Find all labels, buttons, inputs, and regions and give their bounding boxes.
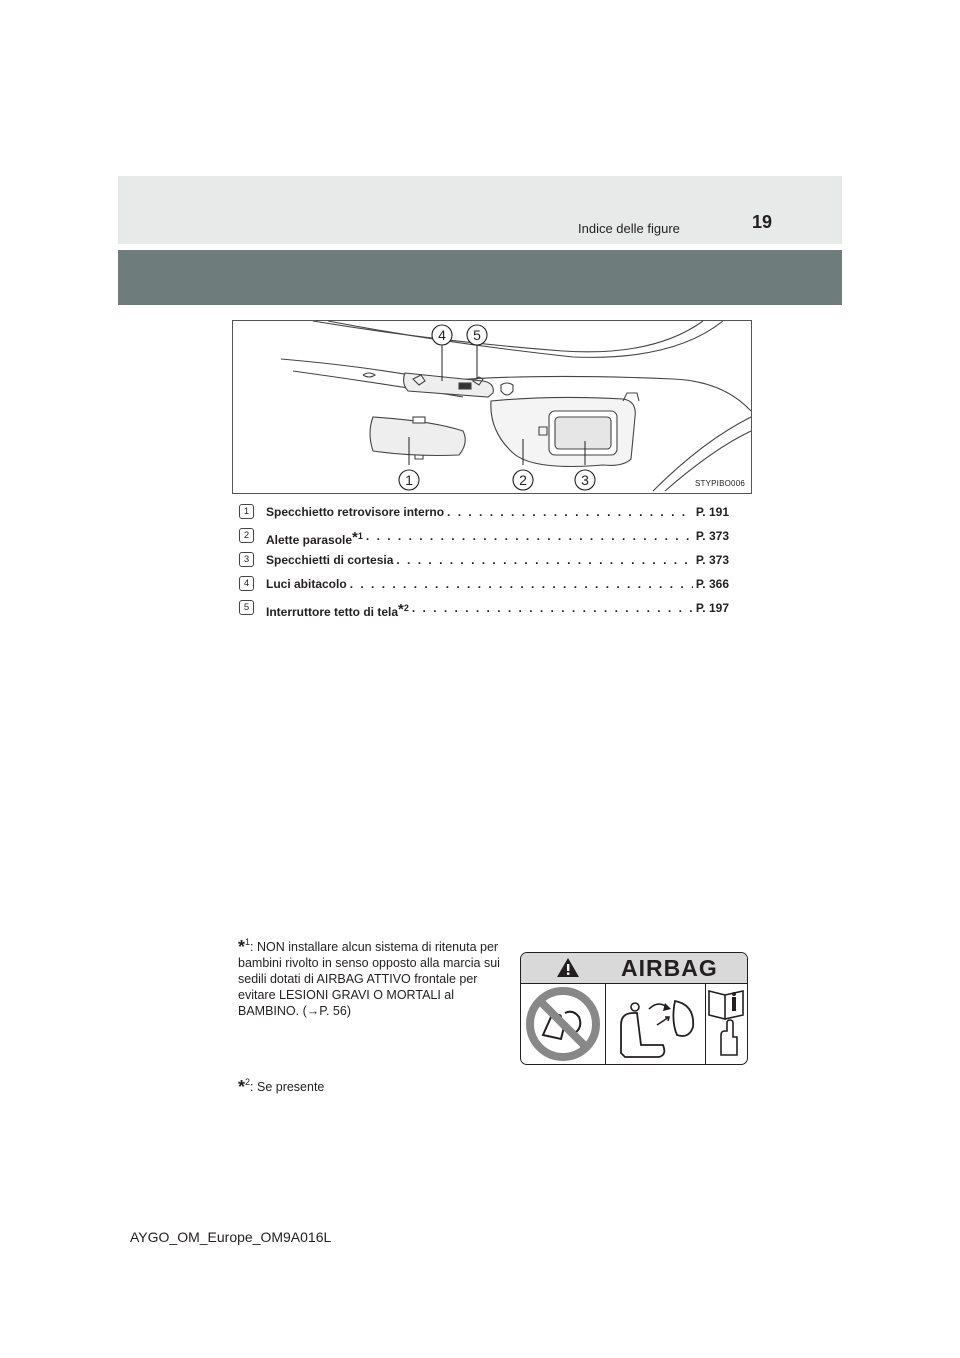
figure-code: STYPIBO006: [694, 479, 745, 488]
callout-number: 1: [239, 504, 254, 519]
callout-item: [239, 601, 729, 625]
footnote-1: [238, 934, 513, 1019]
page-reference[interactable]: P. 191: [695, 505, 729, 519]
callout-item: [239, 553, 729, 577]
airbag-title: AIRBAG: [621, 955, 718, 981]
callout-label: Alette parasole*$^1$: [266, 529, 363, 547]
airbag-deploy-panel: [605, 983, 706, 1065]
page-number: 19: [752, 212, 773, 232]
warning-triangle-icon: [556, 957, 580, 978]
callout-item: [239, 577, 729, 601]
callout-label: Specchietto retrovisore interno: [266, 505, 445, 519]
airbag-deploy-icon: [605, 983, 705, 1065]
footnote-asterisk: *: [238, 937, 246, 957]
asterisk-mark: *: [398, 601, 404, 618]
airbag-warning-label: [520, 952, 748, 1065]
read-manual-icon: [705, 983, 748, 1065]
callout-number: 2: [239, 528, 254, 543]
car-interior-illustration: [233, 321, 751, 493]
footnote-number: 1: [245, 937, 251, 947]
header-band: [118, 176, 842, 244]
no-rear-facing-child-seat-panel: [521, 983, 606, 1065]
leader-dots: [396, 553, 692, 567]
callout-number: 5: [239, 600, 254, 615]
leader-dots: [350, 577, 693, 591]
footnote-text: : Se presente: [250, 1080, 325, 1094]
callout-marker-1-label: 1: [405, 472, 413, 488]
callout-marker-5-label: 5: [473, 327, 481, 343]
no-rear-facing-child-seat-icon: [521, 983, 605, 1065]
callout-label: Luci abitacolo: [266, 577, 347, 591]
callout-item: [239, 505, 729, 529]
footnote-text: : NON installare alcun sistema di ritenuta per bambini rivolto in senso opposto alla marcia sui sedili dotati di AIRBAG ATTIVO frontale per evitare LESIONI GRAVI O MORTALI al BAMBINO. (→P. 56): [238, 940, 500, 1018]
footnote-asterisk: *: [238, 1077, 246, 1097]
callout-item: [239, 529, 729, 553]
page-reference[interactable]: P. 373: [695, 529, 729, 543]
callout-list: [239, 505, 729, 625]
page-reference[interactable]: P. 373: [695, 553, 729, 567]
footnote-number: 2: [245, 1077, 251, 1087]
callout-marker-2-label: 2: [519, 472, 527, 488]
footnote-ref: 1: [357, 531, 363, 541]
callout-number: 3: [239, 552, 254, 567]
callout-label: Interruttore tetto di tela*$^2$: [266, 601, 409, 619]
document-code: AYGO_OM_Europe_OM9A016L: [130, 1229, 332, 1245]
callout-label: Specchietti di cortesia: [266, 553, 394, 567]
callout-marker-3-label: 3: [581, 472, 589, 488]
asterisk-mark: *: [352, 529, 358, 546]
footnote-2: [238, 1074, 324, 1095]
section-bar: [118, 250, 842, 305]
footnote-ref: 2: [403, 603, 409, 613]
read-manual-panel: [705, 983, 748, 1065]
leader-dots: [366, 529, 693, 543]
page-reference[interactable]: P. 197: [695, 601, 729, 615]
callout-marker-4-label: 4: [438, 327, 446, 343]
leader-dots: [412, 601, 693, 615]
page-reference[interactable]: P. 366: [695, 577, 729, 591]
airbag-label-header: [521, 953, 747, 984]
leader-dots: [447, 505, 693, 519]
interior-figure: [232, 320, 752, 494]
callout-number: 4: [239, 576, 254, 591]
section-title: Indice delle figure: [578, 221, 680, 236]
